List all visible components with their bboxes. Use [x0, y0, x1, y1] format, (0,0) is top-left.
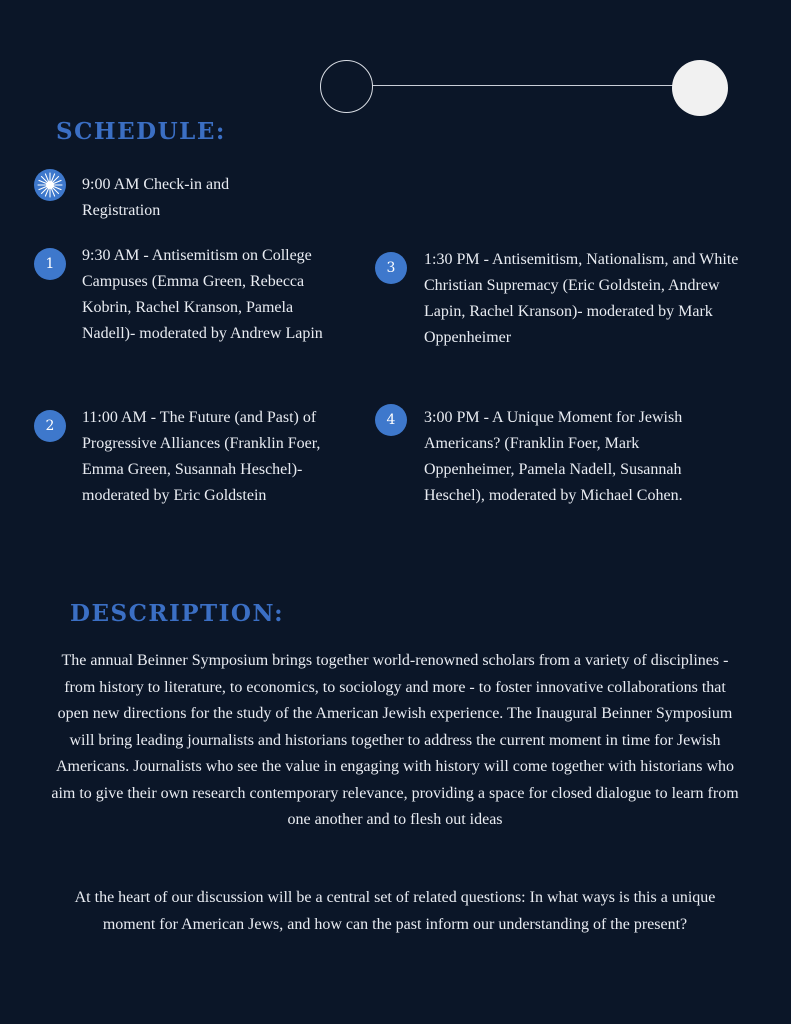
description-paragraph: At the heart of our discussion will be a central set of related questions: In what ways is this a unique moment for American Jews, and how can the past inform our understanding of the present?	[74, 889, 716, 933]
session-text: 1:30 PM - Antisemitism, Nationalism, and White Christian Supremacy (Eric Goldstein, Andrew Lapin, Rachel Kranson)- moderated by Mark Oppenheimer	[424, 251, 739, 346]
timeline-hollow-circle	[320, 60, 373, 113]
schedule-heading: SCHEDULE:	[56, 118, 226, 145]
session-text: 3:00 PM - A Unique Moment for Jewish Americans? (Franklin Foer, Mark Oppenheimer, Pamela Nadell, Susannah Heschel), moderated by Michael Cohen.	[424, 409, 683, 504]
session-text: 9:30 AM - Antisemitism on College Campuses (Emma Green, Rebecca Kobrin, Rachel Kranson, Pamela Nadell)- moderated by Andrew Lapin	[82, 247, 323, 342]
session-number-badge: 3	[375, 252, 407, 284]
session-text: 11:00 AM - The Future (and Past) of Progressive Alliances (Franklin Foer, Emma Green, Susannah Heschel)- moderated by Eric Goldstein	[82, 409, 321, 504]
starburst-icon	[34, 169, 66, 201]
description-heading: DESCRIPTION:	[70, 600, 285, 627]
checkin-text: 9:00 AM Check-in and Registration	[82, 176, 230, 219]
timeline-connector-line	[348, 85, 700, 86]
timeline-filled-circle	[672, 60, 728, 116]
description-paragraph: The annual Beinner Symposium brings together world-renowned scholars from a variety of disciplines - from history to literature, to economics, to sociology and more - to foster innovative collaborations that open new directions for the study of the American Jewish experience. The Inaugural Beinner Symposium will bring leading journalists and historians together to address the current moment in time for Jewish Americans. Journalists who see the value in engaging with history will come together with historians who aim to give their own research contemporary relevance, providing a space for closed dialogue to learn from one another and to flesh out ideas	[51, 652, 739, 828]
session-number-badge: 2	[34, 410, 66, 442]
session-number-badge: 1	[34, 248, 66, 280]
session-number-badge: 4	[375, 404, 407, 436]
